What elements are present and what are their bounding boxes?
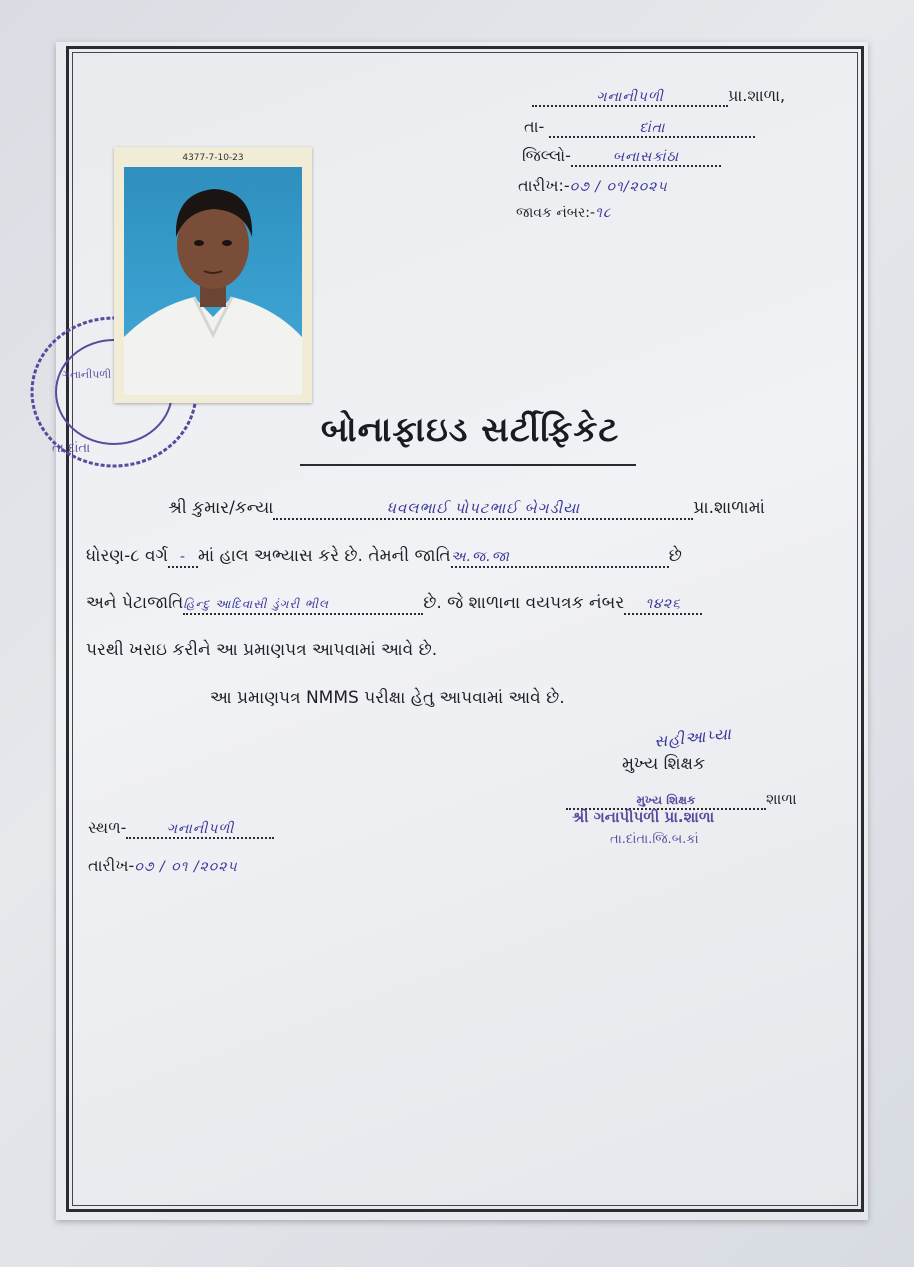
footer-place-line (88, 818, 274, 839)
caste-value: અ.જ.જા (450, 549, 510, 565)
line1-prefix: શ્રી કુમાર/કન્યા (168, 498, 274, 518)
student-portrait (124, 167, 302, 395)
line3-mid: છે. જે શાળાના વયપત્રક નંબર (423, 593, 625, 613)
footer-date-label: તારીખ- (88, 856, 135, 875)
district-value: બનાસકાંઠા (612, 149, 680, 165)
header-school-name: ગનાનીપળી (596, 89, 664, 105)
stamp-text-top: ગનાનીપળી (62, 368, 112, 381)
stamp-school-name: શ્રી ગનાપીપળી પ્રા.શાળા (572, 808, 715, 826)
header-outward-line (516, 205, 612, 221)
header-date-line (518, 176, 668, 196)
line3-prefix: અને પેટાજાતિ (86, 593, 184, 613)
header-date-label: તારીખ:- (518, 176, 570, 195)
line2-mid: માં હાલ અભ્યાસ કરે છે. તેમની જાતિ (197, 546, 451, 566)
body-line-5: આ પ્રમાણપત્ર NMMS પરીક્ષા હેતુ આપવામાં આવે છે. (210, 688, 565, 708)
header-taluka-line (524, 117, 755, 138)
outward-value: ૧૮ (595, 205, 612, 221)
stamp-place: તા.દાંતા.જિ.બ.કાં (610, 832, 699, 847)
certificate-title: બોનાફાઇડ સર્ટીફિકેટ (320, 410, 620, 450)
subcaste-value: હિન્દુ આદિવાસી ડુંગરી ભીલ (183, 597, 329, 611)
signature-school-line (566, 790, 797, 810)
body-line-1 (168, 498, 765, 520)
body-line-3 (86, 593, 702, 615)
stamp-text-bottom: તા.દાંતા (52, 441, 91, 456)
line2-suffix: છે (668, 546, 682, 566)
body-line-4: પરથી ખરાઇ કરીને આ પ્રમાણપત્ર આપવામાં આવે છે. (86, 640, 438, 660)
outward-label: જાવક નંબર:- (516, 205, 596, 221)
header-school-line (532, 86, 785, 107)
principal-signature: સહીઆપ્યા (653, 723, 733, 752)
body-line-2 (86, 546, 682, 568)
header-school-suffix: પ્રા.શાળા, (728, 86, 786, 105)
footer-place-label: સ્થળ- (88, 818, 127, 837)
photo-code: 4377-7-10-23 (182, 153, 244, 163)
footer-date-line (88, 856, 238, 876)
line1-suffix: પ્રા.શાળામાં (693, 498, 765, 518)
class-section: - (179, 549, 186, 565)
footer-date-value: ૦૭ / ૦૧ /૨૦૨૫ (134, 859, 238, 875)
header-date-value: ૦૭ / ૦૧/૨૦૨૫ (569, 179, 668, 195)
taluka-label: તા- (524, 117, 545, 136)
principal-role: મુખ્ય શિક્ષક (622, 754, 705, 774)
title-underline (300, 464, 636, 466)
line2-prefix: ધોરણ-૮ વર્ગ (86, 546, 168, 566)
footer-place-value: ગનાનીપળી (166, 821, 235, 837)
district-label: જિલ્લો- (522, 146, 571, 165)
student-name: ધવલભાઈ પોપટભાઈ બેગડીયા (386, 499, 580, 517)
signature-school-suffix: શાળા (766, 790, 797, 808)
header-district-line (522, 146, 721, 167)
taluka-value: દાંતા (639, 120, 666, 136)
register-number: ૧૪૨૬ (645, 596, 681, 612)
stamp-role: મુખ્ય શિક્ષક (636, 793, 696, 807)
student-photo (114, 147, 312, 403)
